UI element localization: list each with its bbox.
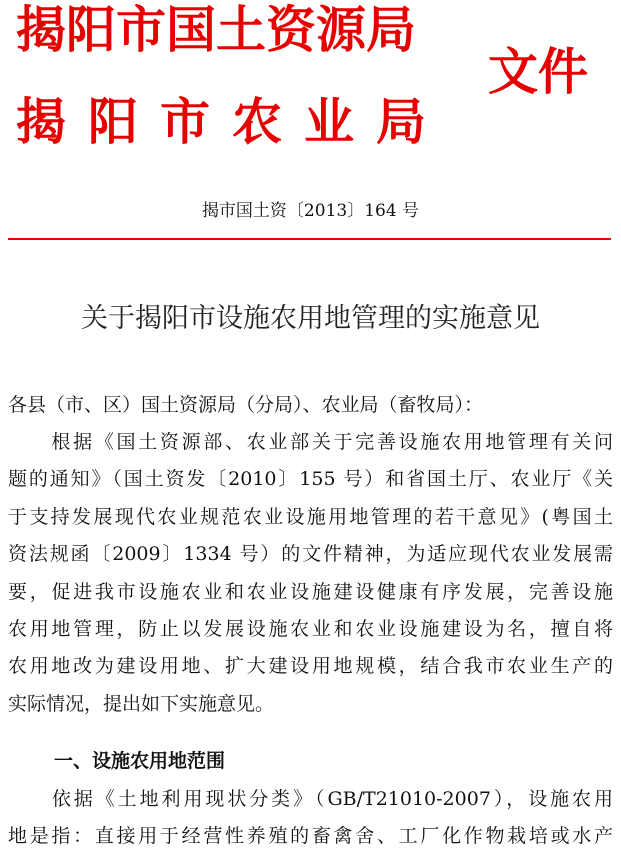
paragraph-line: 农用地改为建设用地、扩大建设用地规模，结合我市农业生产的 <box>8 655 613 678</box>
section-1-heading: 一、设施农用地范围 <box>54 750 226 772</box>
issuer-land-resources-bureau: 揭阳市国土资源局 <box>16 1 416 59</box>
paragraph-line: 地是指：直接用于经营性养殖的畜禽舍、工厂化作物栽培或水产 <box>8 825 613 848</box>
paragraph-line: 依据《土地利用现状分类》（GB/T21010-2007），设施农用 <box>8 788 613 810</box>
paragraph-1 <box>8 424 613 723</box>
paragraph-line: 于支持发展现代农业规范农业设施用地管理的若干意见》(粤国土 <box>8 505 613 528</box>
document-title: 关于揭阳市设施农用地管理的实施意见 <box>81 303 540 334</box>
paragraph-line: 根据《国土资源部、农业部关于完善设施农用地管理有关问 <box>8 431 613 453</box>
paragraph-line: 农用地管理，防止以发展设施农业和农业设施建设为名，擅自将 <box>8 617 613 640</box>
paragraph-2 <box>8 781 613 856</box>
paragraph-line: 实际情况，提出如下实施意见。 <box>8 692 275 715</box>
addressee <box>8 387 613 424</box>
issuer-agriculture-bureau: 揭阳市农业局 <box>16 93 448 151</box>
document-number: 揭市国土资〔2013〕164 号 <box>201 201 420 221</box>
paragraph-line: 资法规函〔2009〕1334 号）的文件精神，为适应现代农业发展需 <box>8 543 613 566</box>
document-suffix: 文件 <box>488 43 588 101</box>
addressee-line: 各县（市、区）国土资源局（分局）、农业局（畜牧局）： <box>8 394 484 416</box>
paragraph-line: 要，促进我市设施农业和农业设施建设健康有序发展，完善设施 <box>8 580 613 603</box>
red-divider-line <box>8 238 611 240</box>
paragraph-line: 题的通知》（国土资发〔2010〕155 号）和省国土厅、农业厅《关 <box>8 468 613 491</box>
